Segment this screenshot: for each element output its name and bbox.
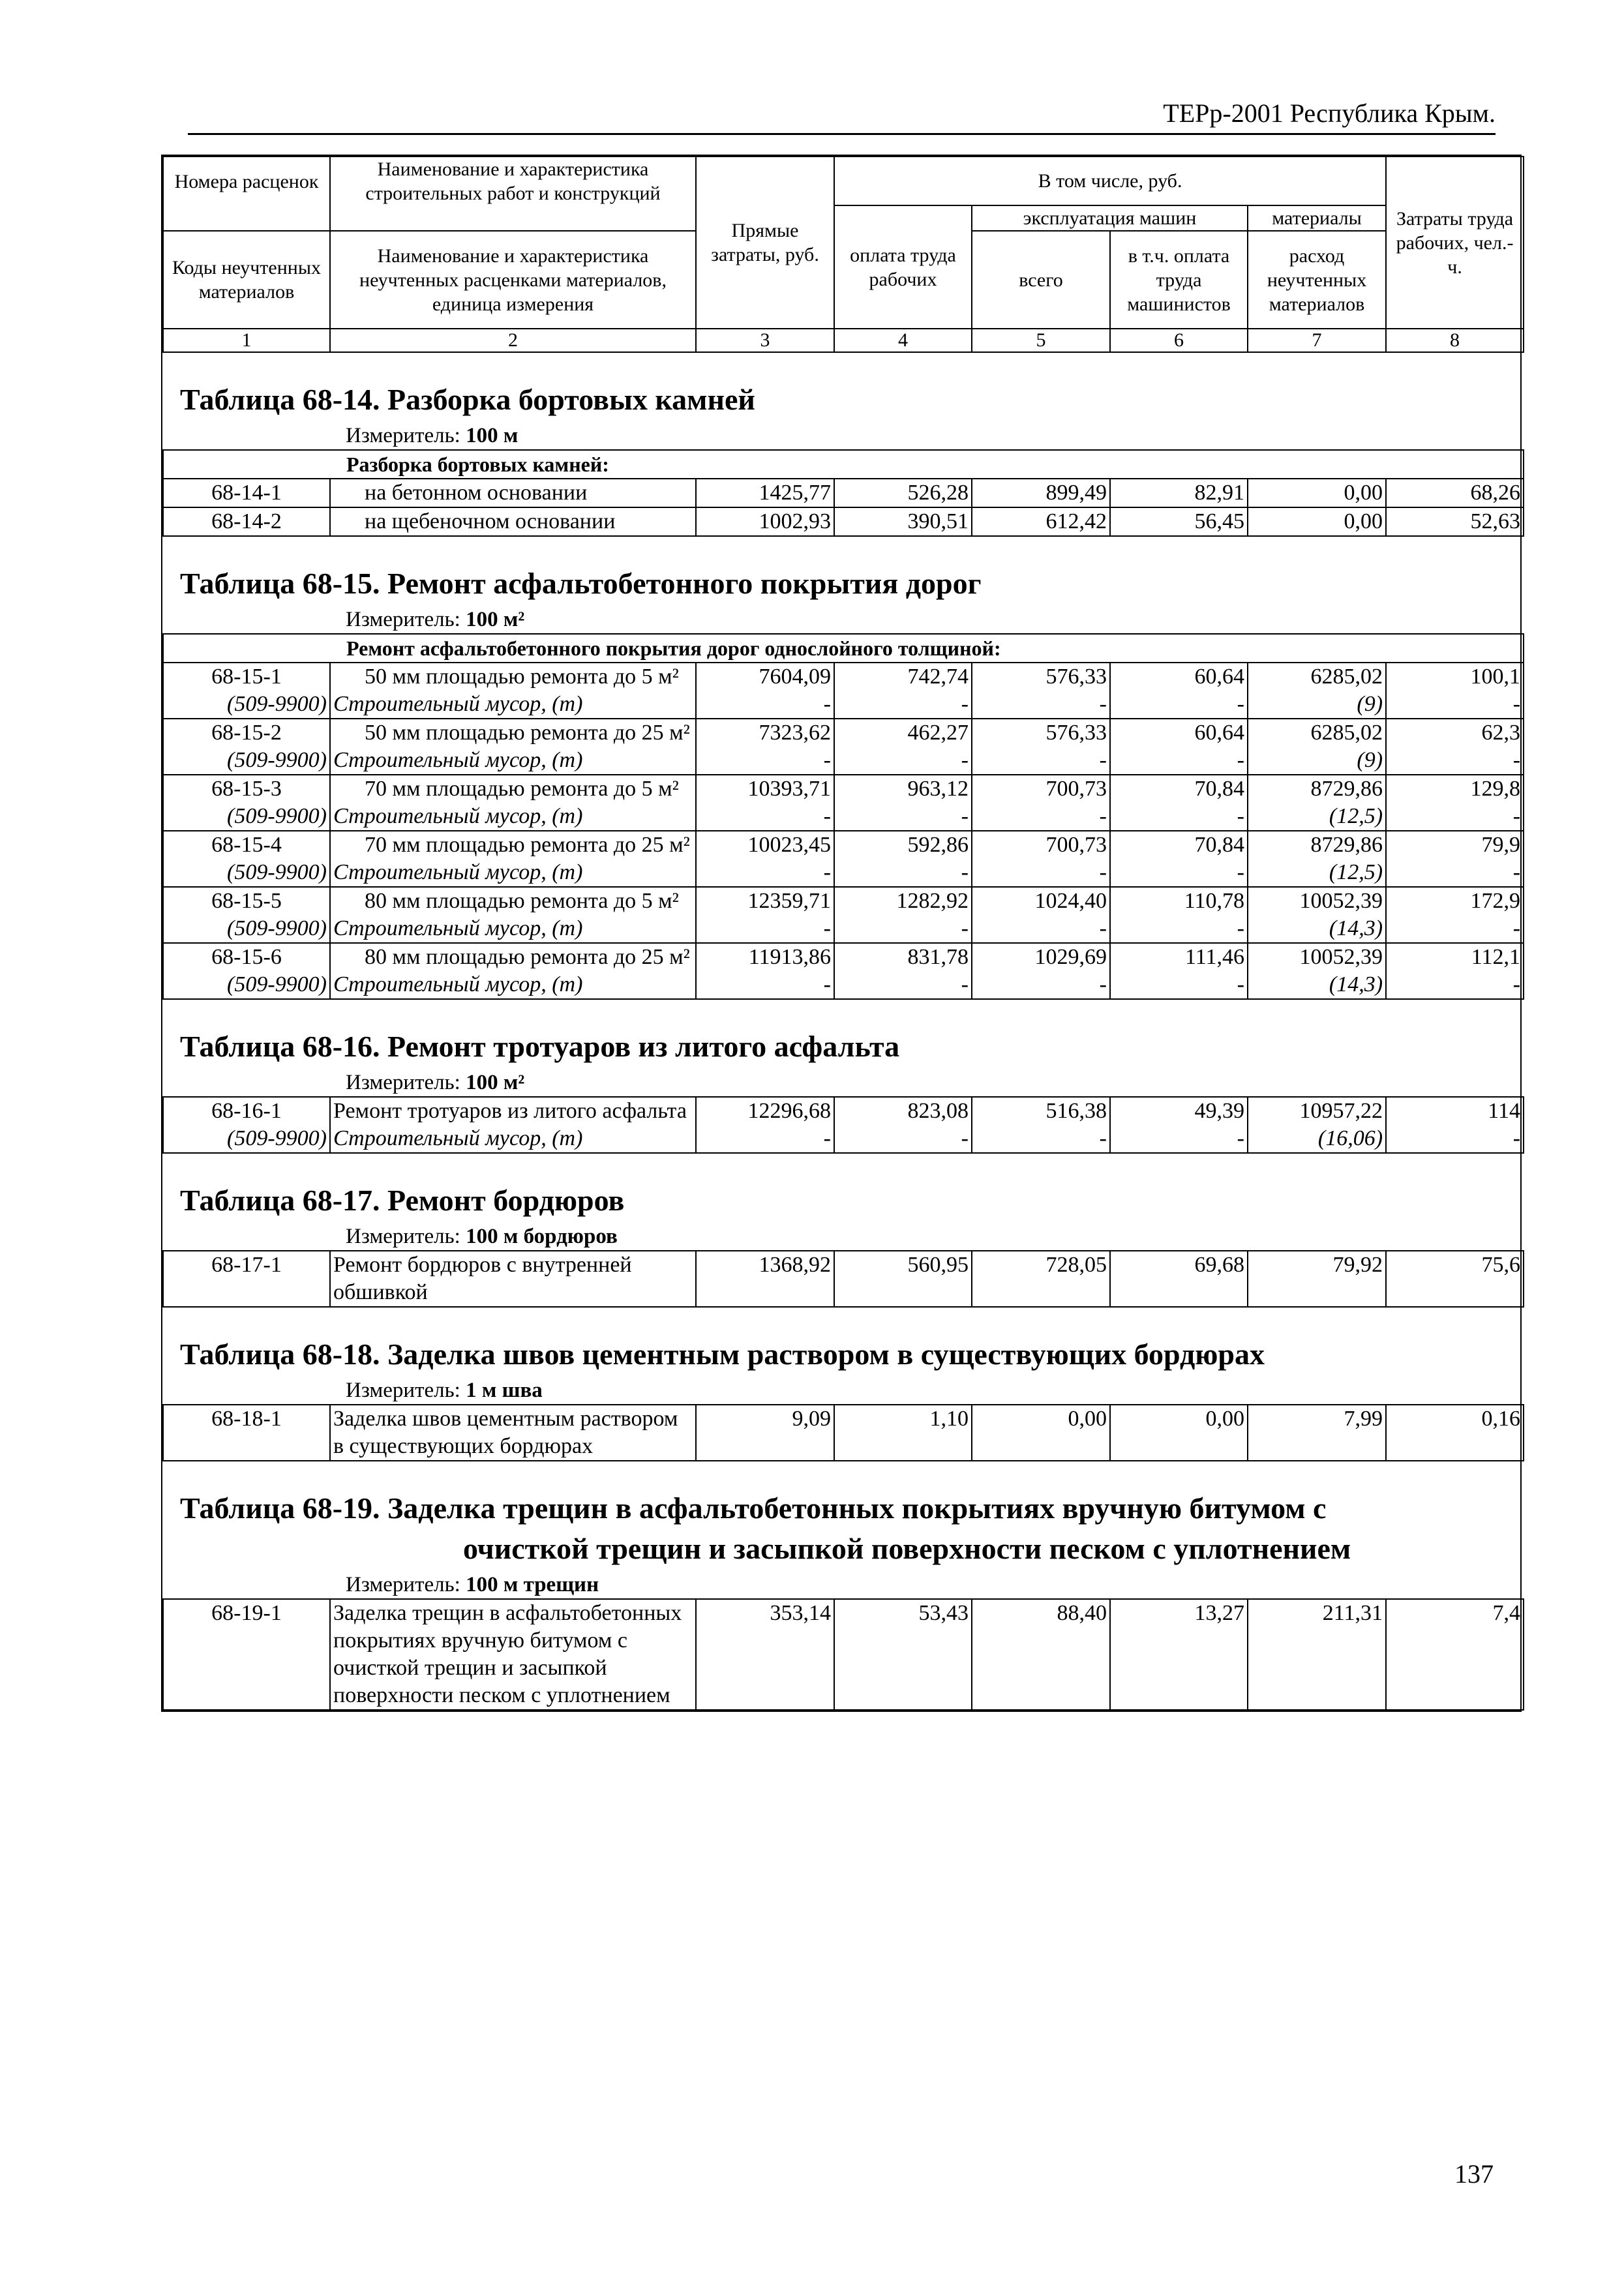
table-row: 68-19-1 Заделка трещин в асфальтобетонных покрытиях вручную битумом с очисткой трещин и засыпкой поверхности песком с уплотнением 353,14 53,43 88,40 13,27 211,31 7,4 — [163, 1599, 1524, 1710]
col-material-usage-header: расход неучтенных материалов — [1248, 231, 1386, 329]
table-row: 68-15-4 70 мм площадью ремонта до 25 м² 10023,45 592,86 700,73 70,84 8729,86 79,9 — [163, 831, 1524, 859]
table-row: 68-14-1 на бетонном основании 1425,77 526,28 899,49 82,91 0,00 68,26 — [163, 479, 1524, 507]
measure: Измеритель: 100 м² — [346, 608, 525, 631]
col-material-name-header: Наименование и характеристика неучтенных расценками материалов, единица измерения — [330, 231, 696, 329]
material-row: (509-9900) Строительный мусор, (т) - - - - (9) - — [163, 747, 1524, 775]
table-row: 68-16-1 Ремонт тротуаров из литого асфальта 12296,68 823,08 516,38 49,39 10957,22 114 — [163, 1097, 1524, 1125]
spacer — [330, 205, 696, 231]
col-num: 8 — [1386, 329, 1524, 352]
table-title: Таблица 68-15. Ремонт асфальтобетонного покрытия дорог — [180, 567, 982, 600]
spacer — [163, 205, 330, 231]
measure: Измеритель: 100 м трещин — [346, 1573, 599, 1596]
col-num: 4 — [834, 329, 972, 352]
table-title-cont: очисткой трещин и засыпкой поверхности песком с уплотнением — [463, 1532, 1351, 1565]
material-row: (509-9900) Строительный мусор, (т) - - - - (12,5) - — [163, 859, 1524, 887]
col-material-codes-header: Коды неучтенных материалов — [163, 231, 330, 329]
col-work-name-header: Наименование и характеристика строительных работ и конструкций — [330, 157, 696, 205]
col-num: 1 — [163, 329, 330, 352]
col-including-header: В том числе, руб. — [834, 157, 1386, 205]
running-header: ТЕРр-2001 Республика Крым. — [188, 97, 1496, 135]
measure: Измеритель: 100 м² — [346, 1071, 525, 1094]
col-num: 7 — [1248, 329, 1386, 352]
measure: Измеритель: 100 м — [346, 424, 519, 447]
material-row: (509-9900) Строительный мусор, (т) - - - - (16,06) - — [163, 1125, 1524, 1153]
material-row: (509-9900) Строительный мусор, (т) - - - - (9) - — [163, 691, 1524, 719]
group-heading: Ремонт асфальтобетонного покрытия дорог однослойного толщиной: — [163, 634, 1524, 663]
material-row: (509-9900) Строительный мусор, (т) - - - - (12,5) - — [163, 803, 1524, 831]
table-title: Таблица 68-17. Ремонт бордюров — [180, 1184, 625, 1217]
col-labor-hours-header: Затраты труда рабочих, чел.-ч. — [1386, 157, 1524, 329]
col-num: 2 — [330, 329, 696, 352]
page-number: 137 — [1454, 2159, 1494, 2189]
col-num: 3 — [696, 329, 834, 352]
col-wages-header: оплата труда рабочих — [834, 205, 972, 329]
table-title: Таблица 68-14. Разборка бортовых камней — [180, 383, 755, 416]
table-title: Таблица 68-19. Заделка трещин в асфальтобетонных покрытиях вручную битумом с — [180, 1491, 1327, 1525]
col-machines-total-header: всего — [972, 231, 1110, 329]
material-row: (509-9900) Строительный мусор, (т) - - - - (14,3) - — [163, 915, 1524, 943]
material-row: (509-9900) Строительный мусор, (т) - - - - (14,3) - — [163, 971, 1524, 999]
col-operator-wages-header: в т.ч. оплата труда машинистов — [1110, 231, 1248, 329]
col-materials-header: материалы — [1248, 205, 1386, 231]
table-row: 68-17-1 Ремонт бордюров с внутренней обшивкой 1368,92 560,95 728,05 69,68 79,92 75,6 — [163, 1251, 1524, 1307]
table-row: 68-14-2 на щебеночном основании 1002,93 390,51 612,42 56,45 0,00 52,63 — [163, 507, 1524, 536]
measure: Измеритель: 1 м шва — [346, 1379, 543, 1402]
col-num: 5 — [972, 329, 1110, 352]
table-title: Таблица 68-18. Заделка швов цементным раствором в существующих бордюрах — [180, 1338, 1265, 1371]
table-row: 68-18-1 Заделка швов цементным раствором в существующих бордюрах 9,09 1,10 0,00 0,00 7,99 0,16 — [163, 1405, 1524, 1461]
col-machines-header: эксплуатация машин — [972, 205, 1248, 231]
col-rate-number-header: Номера расценок — [163, 157, 330, 205]
table-row: 68-15-3 70 мм площадью ремонта до 5 м² 10393,71 963,12 700,73 70,84 8729,86 129,8 — [163, 775, 1524, 803]
col-direct-costs-header: Прямые затраты, руб. — [696, 157, 834, 329]
group-heading: Разборка бортовых камней: — [163, 450, 1524, 479]
measure: Измеритель: 100 м бордюров — [346, 1225, 618, 1248]
table-title: Таблица 68-16. Ремонт тротуаров из литого асфальта — [180, 1030, 900, 1063]
price-table — [161, 155, 1522, 1712]
table-row: 68-15-6 80 мм площадью ремонта до 25 м² 11913,86 831,78 1029,69 111,46 10052,39 112,1 — [163, 943, 1524, 971]
table-row: 68-15-5 80 мм площадью ремонта до 5 м² 12359,71 1282,92 1024,40 110,78 10052,39 172,9 — [163, 887, 1524, 915]
col-num: 6 — [1110, 329, 1248, 352]
table-row: 68-15-2 50 мм площадью ремонта до 25 м² 7323,62 462,27 576,33 60,64 6285,02 62,3 — [163, 719, 1524, 747]
table-row: 68-15-1 50 мм площадью ремонта до 5 м² 7604,09 742,74 576,33 60,64 6285,02 100,1 — [163, 663, 1524, 691]
